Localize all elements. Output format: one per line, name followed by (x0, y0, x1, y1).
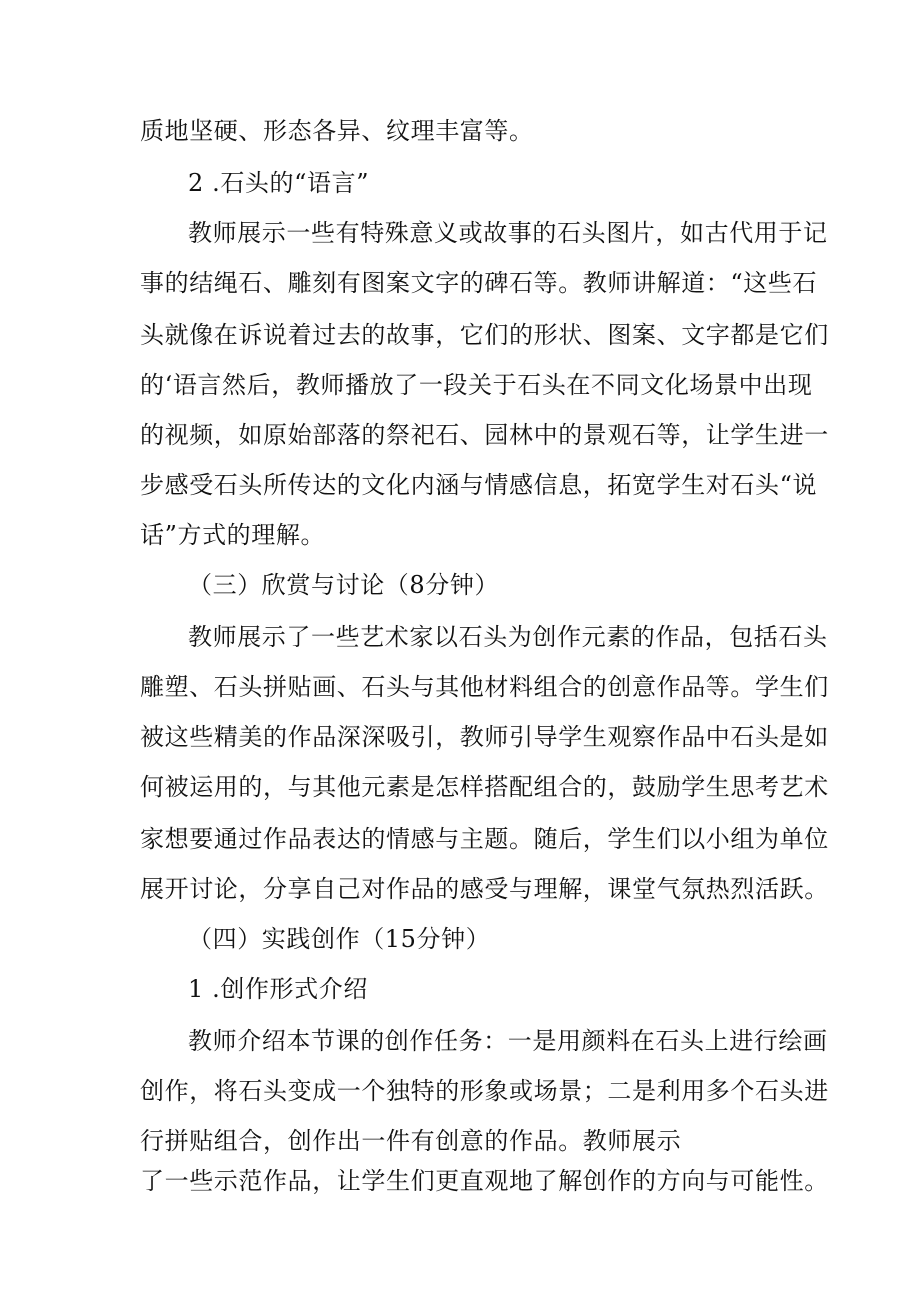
paragraph-line: 雕塑、石头拼贴画、石头与其他材料组合的创意作品等。学生们 (140, 673, 829, 701)
paragraph-line: 被这些精美的作品深深吸引，教师引导学生观察作品中石头是如 (140, 723, 829, 751)
paragraph-line: 创作，将石头变成一个独特的形象或场景；二是利用多个石头进 (140, 1077, 829, 1105)
paragraph-line: 质地坚硬、形态各异、纹理丰富等。 (140, 117, 534, 145)
paragraph-line: 何被运用的，与其他元素是怎样搭配组合的，鼓励学生思考艺术 (140, 773, 829, 801)
paragraph-line: 行拼贴组合，创作出一件有创意的作品。教师展示 (140, 1127, 682, 1155)
section-heading: 2 .石头的“语言” (188, 169, 370, 197)
paragraph-line: 教师展示了一些艺术家以石头为创作元素的作品，包括石头 (188, 623, 828, 651)
paragraph-line: 家想要通过作品表达的情感与主题。随后，学生们以小组为单位 (140, 825, 829, 853)
paragraph-line: 步感受石头所传达的文化内涵与情感信息，拓宽学生对石头“说 (140, 471, 818, 499)
paragraph-line: 展开讨论，分享自己对作品的感受与理解，课堂气氛热烈活跃。 (140, 875, 829, 903)
section-heading: （四）实践创作（15分钟） (188, 925, 491, 953)
section-heading: 1 .创作形式介绍 (188, 975, 368, 1003)
paragraph-line: 头就像在诉说着过去的故事，它们的形状、图案、文字都是它们 (140, 321, 829, 349)
paragraph-line: 的‘语言然后，教师播放了一段关于石头在不同文化场景中出现 (140, 371, 813, 399)
section-heading: （三）欣赏与讨论（8分钟） (188, 571, 500, 599)
paragraph-line: 教师展示一些有特殊意义或故事的石头图片，如古代用于记 (188, 219, 828, 247)
paragraph-line: 的视频，如原始部落的祭祀石、园林中的景观石等，让学生进一 (140, 421, 829, 449)
paragraph-line: 事的结绳石、雕刻有图案文字的碑石等。教师讲解道：“这些石 (140, 269, 818, 297)
paragraph-line: 话”方式的理解。 (140, 521, 326, 549)
paragraph-line: 了一些示范作品，让学生们更直观地了解创作的方向与可能性。 (140, 1167, 829, 1195)
paragraph-line: 教师介绍本节课的创作任务：一是用颜料在石头上进行绘画 (188, 1027, 828, 1055)
